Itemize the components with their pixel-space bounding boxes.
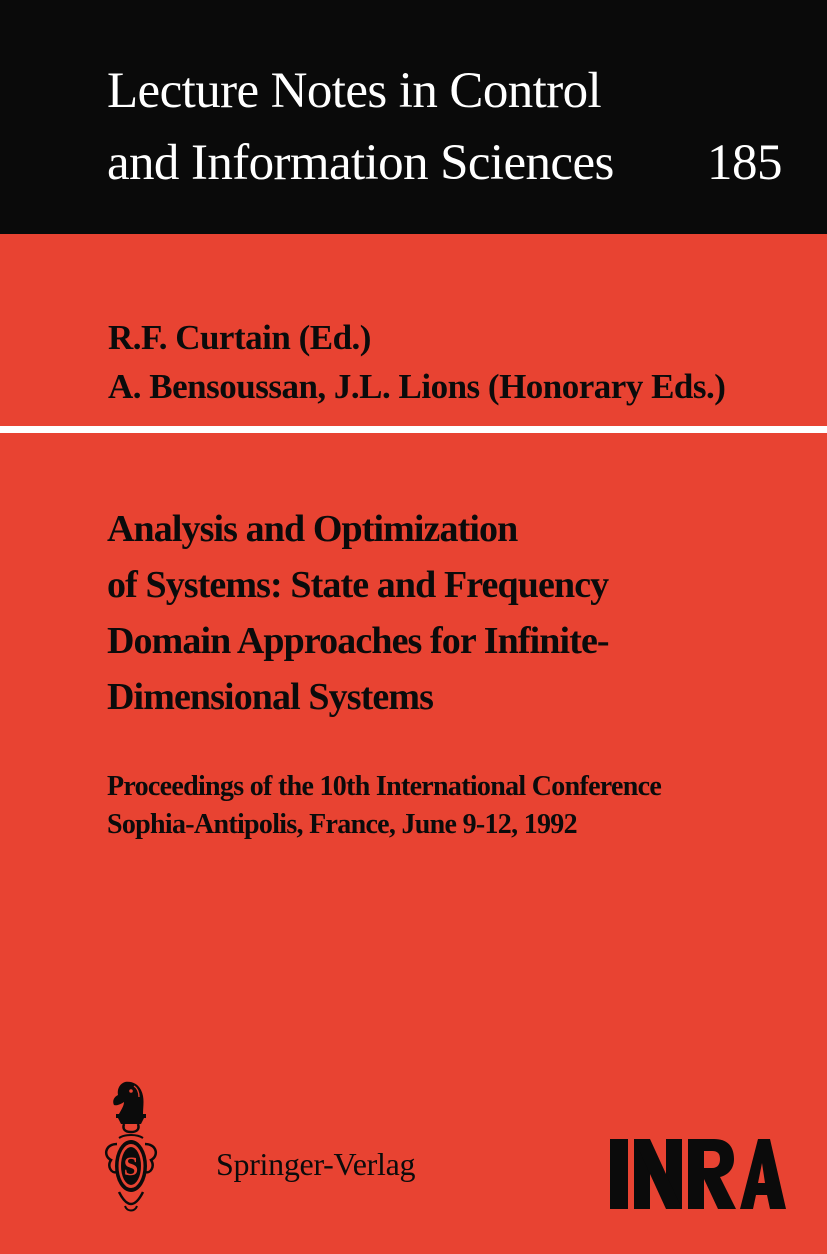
editor-name: R.F. Curtain (Ed.) [108, 318, 371, 357]
book-title-line: Domain Approaches for Infinite- [107, 620, 609, 662]
proceedings-line-1: Proceedings of the 10th International Conference [107, 771, 662, 802]
publisher-name: Springer-Verlag [216, 1146, 416, 1182]
book-title-line: Analysis and Optimization [107, 508, 518, 550]
book-title-line: of Systems: State and Frequency [107, 564, 609, 606]
book-title [107, 510, 807, 716]
book-title-line: Dimensional Systems [107, 676, 433, 718]
editors-block [108, 320, 725, 404]
series-volume-number: 185 [707, 135, 782, 191]
inria-logo [608, 1137, 786, 1211]
springer-chess-knight-icon [97, 1078, 167, 1218]
series-title-line-2: and Information Sciences [107, 135, 614, 191]
proceedings-line-2: Sophia-Antipolis, France, June 9-12, 1992 [107, 809, 577, 840]
white-divider-line [0, 426, 827, 433]
svg-text:S: S [123, 1152, 139, 1181]
proceedings-subtitle [107, 773, 661, 839]
series-title-line-1: Lecture Notes in Control [107, 63, 602, 119]
honorary-editors: A. Bensoussan, J.L. Lions (Honorary Eds.) [108, 367, 726, 406]
series-header [0, 0, 827, 234]
